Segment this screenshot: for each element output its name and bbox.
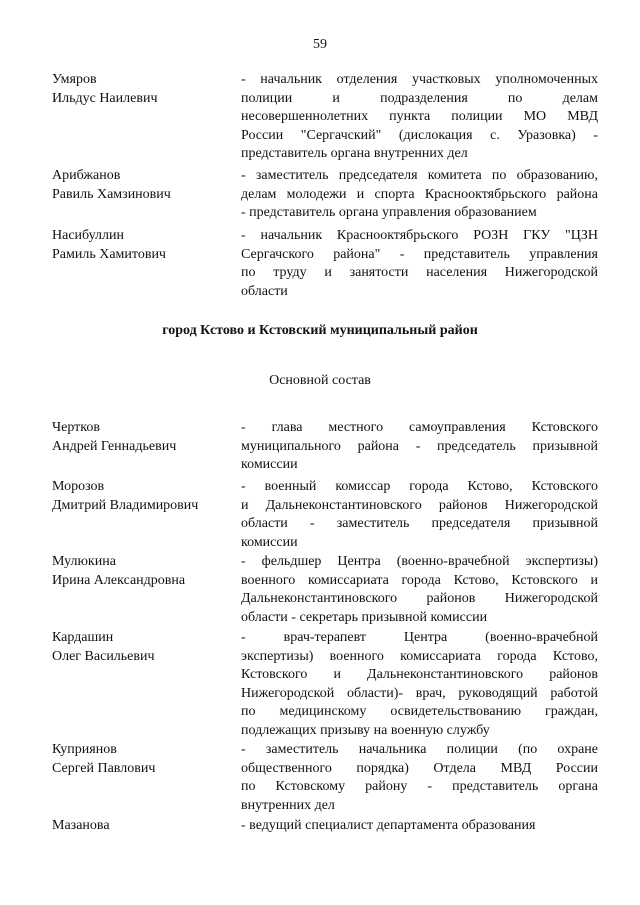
page-number: 59 xyxy=(313,37,327,52)
member-name xyxy=(52,741,237,778)
role-description-line: по труду и занятости населения Нижегородской xyxy=(241,265,598,280)
role-description-line: несовершеннолетних пункта полиции МО МВД xyxy=(241,109,598,124)
member-role-description xyxy=(241,419,598,475)
role-description-line: Сергачского района" - представитель управления xyxy=(241,246,598,262)
role-description-line: Кстовского и Дальнеконстантиновского районов xyxy=(241,667,598,682)
role-description-line: Дальнеконстантиновского районов Нижегородской xyxy=(241,591,598,606)
role-description-line: представитель органа внутренних дел xyxy=(241,146,468,161)
member-given-names: Олег Васильевич xyxy=(52,648,155,664)
member-given-names: Сергей Павлович xyxy=(52,760,156,776)
member-given-names: Дмитрий Владимирович xyxy=(52,497,199,513)
role-description-line: - заместитель начальника полиции (по охране xyxy=(241,742,598,757)
member-name xyxy=(52,227,237,264)
member-given-names: Андрей Геннадьевич xyxy=(52,438,177,454)
role-description-line: России "Сергачский" (дислокация с. Уразовка) - xyxy=(241,127,598,143)
member-role-description xyxy=(241,817,598,836)
member-given-names: Ильдус Наилевич xyxy=(52,90,158,106)
role-description-line: военного комиссариата города Кстово, Кстовского и xyxy=(241,572,598,588)
role-description-line: - заместитель председателя комитета по образованию, xyxy=(241,168,598,183)
role-description-line: Нижегородской области)- врач, руководящий работой xyxy=(241,685,598,701)
member-surname: Морозов xyxy=(52,479,105,494)
member-name xyxy=(52,478,237,515)
role-description-line: - фельдшер Центра (военно-врачебной экспертизы) xyxy=(241,554,598,569)
role-description-line: по медицинскому освидетельствованию граждан, xyxy=(241,704,598,719)
member-role-description xyxy=(241,553,598,627)
member-surname: Арибжанов xyxy=(52,168,121,183)
role-description-line: - представитель органа управления образованием xyxy=(241,205,537,220)
role-description-line: - начальник Краснооктябрьского РОЗН ГКУ "ЦЗН xyxy=(241,228,598,243)
role-description-line: - глава местного самоуправления Кстовского xyxy=(241,420,598,435)
subsection-title: Основной состав xyxy=(269,373,371,388)
role-description-line: - военный комиссар города Кстово, Кстовского xyxy=(241,479,598,494)
member-name xyxy=(52,167,237,204)
role-description-line: области - заместитель председателя призывной xyxy=(241,516,598,531)
role-description-line: по Кстовскому району - представитель органа xyxy=(241,779,598,794)
member-surname: Мулюкина xyxy=(52,554,116,569)
member-surname: Умяров xyxy=(52,72,97,87)
role-description-line: муниципального района - председатель призывной xyxy=(241,438,598,454)
member-surname: Куприянов xyxy=(52,742,117,757)
role-description-line: комиссии xyxy=(241,534,298,550)
member-role-description xyxy=(241,227,598,301)
role-description-line: подлежащих призыву на военную службу xyxy=(241,722,490,738)
role-description-line: области - секретарь призывной комиссии xyxy=(241,609,488,625)
member-role-description xyxy=(241,741,598,815)
role-description-line: внутренних дел xyxy=(241,797,335,813)
member-role-description xyxy=(241,71,598,164)
member-name xyxy=(52,629,237,666)
role-description-line: - врач-терапевт Центра (военно-врачебной xyxy=(241,630,598,645)
role-description-line: и Дальнеконстантиновского районов Нижегородской xyxy=(241,497,598,513)
member-surname: Насибуллин xyxy=(52,228,124,243)
member-name xyxy=(52,817,237,836)
section-title: город Кстово и Кстовский муниципальный район xyxy=(162,323,478,338)
member-surname: Чертков xyxy=(52,420,100,435)
role-description-line: экспертизы) военного комиссариата города Кстово, xyxy=(241,648,598,664)
member-surname: Кардашин xyxy=(52,630,114,645)
member-surname: Мазанова xyxy=(52,818,110,833)
role-description-line: - начальник отделения участковых уполномоченных xyxy=(241,72,598,87)
member-given-names: Рамиль Хамитович xyxy=(52,246,166,262)
member-role-description xyxy=(241,629,598,740)
member-role-description xyxy=(241,167,598,223)
role-description-line: комиссии xyxy=(241,457,298,472)
member-name xyxy=(52,553,237,590)
member-name xyxy=(52,71,237,108)
role-description-line: области xyxy=(241,283,288,299)
member-role-description xyxy=(241,478,598,552)
role-description-line: общественного порядка) Отдела МВД России xyxy=(241,760,598,776)
role-description-line: делам молодежи и спорта Краснооктябрьского района xyxy=(241,186,598,202)
role-description-line: - ведущий специалист департамента образования xyxy=(241,818,536,833)
member-given-names: Ирина Александровна xyxy=(52,572,186,588)
member-name xyxy=(52,419,237,456)
role-description-line: полиции и подразделения по делам xyxy=(241,90,598,106)
member-given-names: Равиль Хамзинович xyxy=(52,186,171,202)
